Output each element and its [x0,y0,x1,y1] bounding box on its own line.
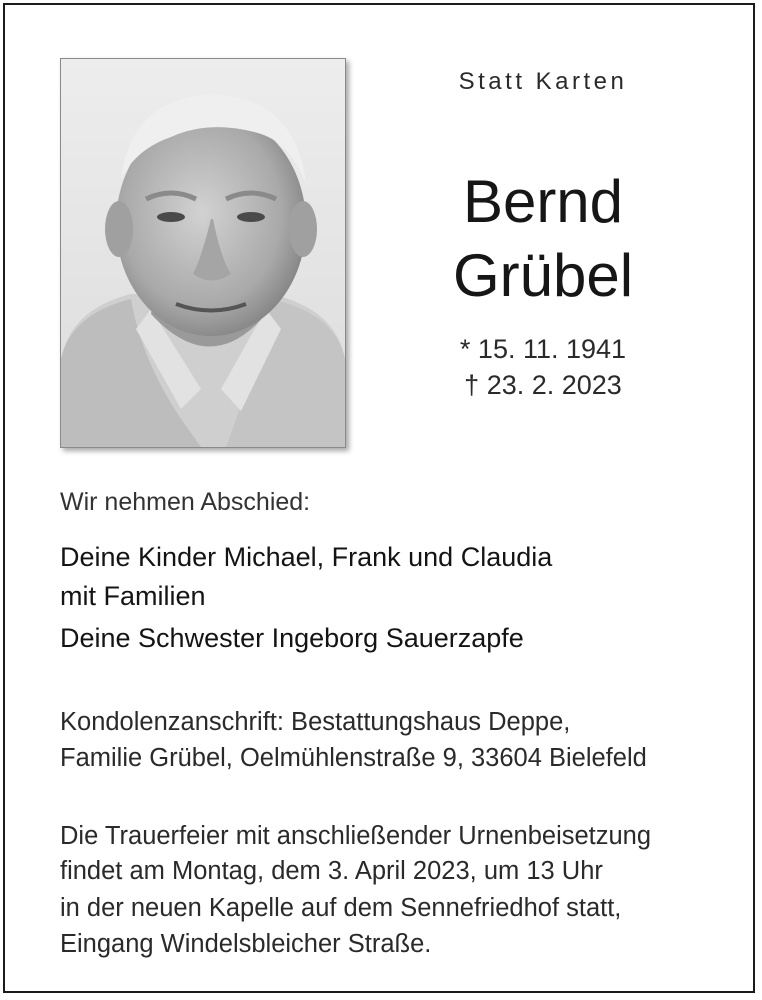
farewell-intro: Wir nehmen Abschied: [60,488,311,516]
first-name: Bernd [462,168,624,235]
ceremony-line-3: in der neuen Kapelle auf dem Sennefriedhof statt, [60,894,622,922]
mourners-children: Deine Kinder Michael, Frank und Claudia [60,542,553,572]
mourners-sister: Deine Schwester Ingeborg Sauerzapfe [60,623,524,653]
death-date: † 23. 2. 2023 [464,370,622,400]
ceremony-line-4: Eingang Windelsbleicher Straße. [60,930,432,958]
condolence-address-line-1: Kondolenzanschrift: Bestattungshaus Deppe, [60,708,571,736]
portrait-photo [60,58,346,448]
last-name: Grübel [452,242,634,309]
condolence-address-line-2: Familie Grübel, Oelmühlenstraße 9, 33604 Bielefeld [60,744,647,772]
statt-karten-heading: Statt Karten [458,68,628,95]
birth-date: * 15. 11. 1941 [459,334,627,364]
ceremony-line-1: Die Trauerfeier mit anschließender Urnenbeisetzung [60,822,652,850]
mourners-families: mit Familien [60,581,206,611]
ceremony-line-2: findet am Montag, dem 3. April 2023, um 13 Uhr [60,857,603,885]
